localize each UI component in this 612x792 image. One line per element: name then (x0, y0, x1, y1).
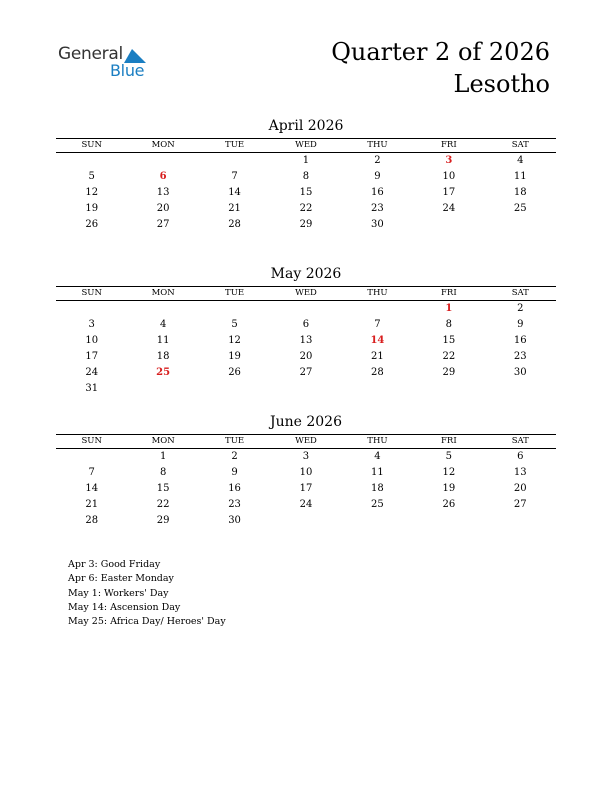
month-title: April 2026 (268, 118, 344, 134)
month-april (56, 117, 556, 233)
empty-cell (342, 381, 413, 397)
day-cell: 23 (371, 203, 384, 214)
day-grid (56, 449, 556, 529)
weekday-label: FRI (413, 435, 484, 449)
day-cell: 23 (513, 351, 527, 362)
logo-text-blue: Blue (110, 61, 145, 80)
day-grid (56, 301, 556, 397)
day-cell: 14 (228, 187, 241, 198)
day-cell: 4 (517, 155, 524, 166)
empty-cell (56, 301, 127, 317)
holiday-note: May 14: Ascension Day (68, 601, 181, 613)
day-cell: 6 (302, 319, 310, 330)
day-cell: 14 (85, 483, 99, 494)
day-cell: 4 (159, 319, 167, 330)
empty-cell (270, 513, 341, 529)
day-cell: 5 (231, 319, 238, 330)
day-cell: 13 (513, 467, 527, 478)
day-cell: 28 (228, 219, 241, 230)
day-cell: 8 (445, 319, 453, 330)
title-country: Lesotho (453, 70, 550, 98)
day-cell: 29 (442, 367, 456, 378)
weekday-label: SAT (485, 435, 556, 449)
day-cell: 16 (228, 483, 241, 494)
day-cell: 27 (513, 499, 527, 510)
holiday-note: May 25: Africa Day/ Heroes' Day (68, 616, 226, 628)
day-cell: 30 (228, 515, 241, 526)
day-cell: 2 (231, 451, 238, 462)
weekday-label: TUE (199, 139, 270, 153)
day-cell: 9 (374, 171, 381, 182)
empty-cell (56, 449, 127, 465)
day-cell: 12 (442, 467, 456, 478)
day-cell: 8 (302, 171, 310, 182)
day-cell: 25 (156, 367, 171, 378)
weekday-label: SAT (485, 287, 556, 301)
day-cell: 15 (299, 187, 313, 198)
day-cell: 19 (442, 483, 456, 494)
day-cell: 16 (371, 187, 384, 198)
day-cell: 14 (370, 335, 385, 346)
day-cell: 15 (156, 483, 170, 494)
weekday-header (56, 139, 556, 153)
day-cell: 30 (513, 367, 527, 378)
day-cell: 20 (156, 203, 170, 214)
day-cell: 5 (445, 451, 453, 462)
weekday-label: FRI (413, 139, 484, 153)
day-cell: 24 (299, 499, 313, 510)
day-cell: 28 (85, 515, 99, 526)
day-cell: 3 (88, 319, 95, 330)
page-title (331, 36, 550, 100)
day-cell: 12 (85, 187, 99, 198)
day-cell: 7 (231, 171, 238, 182)
day-cell: 24 (85, 367, 99, 378)
day-cell: 26 (442, 499, 456, 510)
day-cell: 3 (302, 451, 310, 462)
day-cell: 22 (442, 351, 456, 362)
day-cell: 26 (85, 219, 99, 230)
day-cell: 17 (299, 483, 313, 494)
weekday-label: SUN (56, 287, 127, 301)
logo (58, 44, 158, 84)
day-cell: 25 (371, 499, 384, 510)
day-cell: 21 (85, 499, 99, 510)
empty-cell (199, 301, 270, 317)
day-cell: 13 (156, 187, 170, 198)
day-cell: 13 (299, 335, 313, 346)
day-cell: 31 (85, 383, 99, 394)
day-cell: 21 (228, 203, 241, 214)
day-cell: 24 (442, 203, 456, 214)
day-cell: 7 (374, 319, 381, 330)
weekday-label: THU (342, 287, 413, 301)
day-cell: 18 (156, 351, 170, 362)
empty-cell (485, 513, 556, 529)
day-cell: 21 (371, 351, 384, 362)
empty-cell (127, 301, 198, 317)
day-cell: 12 (228, 335, 241, 346)
holiday-note: May 1: Workers' Day (68, 587, 169, 599)
empty-cell (270, 301, 341, 317)
weekday-header (56, 287, 556, 301)
weekday-label: TUE (199, 287, 270, 301)
weekday-label: WED (270, 287, 341, 301)
day-cell: 18 (513, 187, 527, 198)
empty-cell (199, 153, 270, 169)
weekday-label: WED (270, 435, 341, 449)
empty-cell (56, 153, 127, 169)
weekday-label: THU (342, 139, 413, 153)
day-cell: 6 (159, 171, 167, 182)
weekday-header (56, 435, 556, 449)
empty-cell (342, 301, 413, 317)
weekday-label: MON (127, 435, 198, 449)
weekday-label: WED (270, 139, 341, 153)
weekday-label: MON (127, 139, 198, 153)
day-cell: 11 (371, 467, 384, 478)
weekday-label: THU (342, 435, 413, 449)
day-cell: 4 (374, 451, 381, 462)
day-cell: 2 (374, 155, 381, 166)
empty-cell (342, 513, 413, 529)
day-cell: 29 (156, 515, 170, 526)
empty-cell (127, 381, 198, 397)
title-quarter: Quarter 2 of 2026 (331, 38, 550, 66)
month-may (56, 265, 556, 397)
empty-cell (485, 381, 556, 397)
day-cell: 20 (513, 483, 527, 494)
day-cell: 9 (231, 467, 238, 478)
holiday-note: Apr 6: Easter Monday (68, 573, 174, 585)
empty-cell (270, 381, 341, 397)
day-cell: 25 (513, 203, 527, 214)
day-cell: 11 (156, 335, 170, 346)
empty-cell (485, 217, 556, 233)
logo-text-general: General (58, 44, 123, 64)
day-cell: 22 (156, 499, 170, 510)
day-cell: 1 (302, 155, 310, 166)
day-cell: 17 (442, 187, 456, 198)
empty-cell (413, 217, 484, 233)
weekday-label: SAT (485, 139, 556, 153)
day-cell: 23 (228, 499, 241, 510)
day-cell: 1 (445, 303, 453, 314)
day-cell: 5 (88, 171, 95, 182)
month-title: June 2026 (269, 414, 342, 430)
weekday-label: MON (127, 287, 198, 301)
weekday-label: SUN (56, 435, 127, 449)
weekday-label: FRI (413, 287, 484, 301)
day-cell: 1 (159, 451, 167, 462)
day-cell: 27 (156, 219, 170, 230)
day-cell: 9 (517, 319, 524, 330)
weekday-label: TUE (199, 435, 270, 449)
day-cell: 26 (228, 367, 241, 378)
day-cell: 28 (371, 367, 384, 378)
day-grid (56, 153, 556, 233)
weekday-label: SUN (56, 139, 127, 153)
day-cell: 10 (85, 335, 99, 346)
day-cell: 10 (299, 467, 313, 478)
month-title: May 2026 (270, 266, 342, 282)
day-cell: 17 (85, 351, 99, 362)
day-cell: 30 (371, 219, 384, 230)
day-cell: 19 (228, 351, 241, 362)
day-cell: 22 (299, 203, 313, 214)
empty-cell (199, 381, 270, 397)
day-cell: 2 (517, 303, 524, 314)
day-cell: 15 (442, 335, 456, 346)
holiday-note: Apr 3: Good Friday (68, 559, 161, 570)
day-cell: 8 (159, 467, 167, 478)
day-cell: 20 (299, 351, 313, 362)
holiday-notes (68, 558, 226, 629)
day-cell: 3 (445, 155, 453, 166)
day-cell: 6 (517, 451, 524, 462)
empty-cell (413, 381, 484, 397)
day-cell: 11 (513, 171, 527, 182)
empty-cell (413, 513, 484, 529)
day-cell: 19 (85, 203, 99, 214)
day-cell: 10 (442, 171, 456, 182)
day-cell: 27 (299, 367, 313, 378)
month-june (56, 413, 556, 529)
day-cell: 18 (371, 483, 384, 494)
day-cell: 7 (88, 467, 95, 478)
day-cell: 16 (513, 335, 527, 346)
empty-cell (127, 153, 198, 169)
day-cell: 29 (299, 219, 313, 230)
